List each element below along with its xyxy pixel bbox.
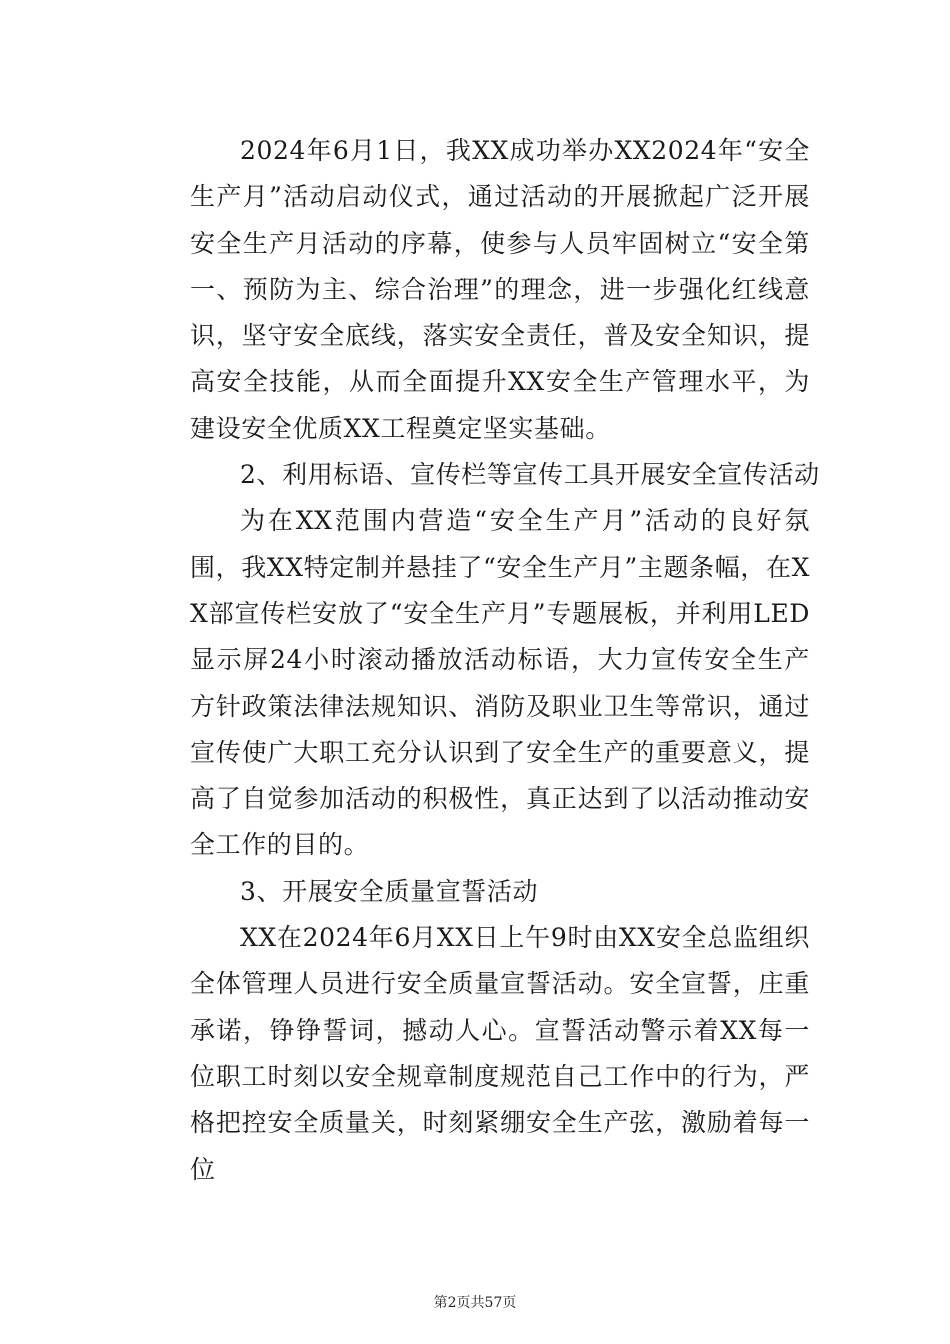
page-footer bbox=[0, 1294, 950, 1312]
paragraph-launch-ceremony: 2024年6月1日，我XX成功举办XX2024年“安全生产月”活动启动仪式，通过活动的开展掀起广泛开展安全生产月活动的序幕，使参与人员牢固树立“安全第一、预防为主、综合治理”的理念，进一步强化红线意识，坚守安全底线，落实安全责任，普及安全知识，提高安全技能，从而全面提升XX安全生产管理水平，为建设安全优质XX工程奠定坚实基础。 bbox=[190, 136, 810, 443]
paragraph-publicity: 为在XX范围内营造“安全生产月”活动的良好氛围，我XX特定制并悬挂了“安全生产月”主题条幅，在XX部宣传栏安放了“安全生产月”专题展板，并利用LED显示屏24小时滚动播放活动标语，大力宣传安全生产方针政策法律法规知识、消防及职业卫生等常识，通过宣传使广大职工充分认识到了安全生产的重要意义，提高了自觉参加活动的积极性，真正达到了以活动推动安全工作的目的。 bbox=[190, 506, 810, 860]
section-heading-publicity: 2、利用标语、宣传栏等宣传工具开展安全宣传活动 bbox=[240, 460, 820, 490]
section-heading-oath: 3、开展安全质量宣誓活动 bbox=[240, 876, 539, 906]
document-body bbox=[190, 128, 820, 1193]
page-number-label: 第2页共57页 bbox=[433, 1295, 517, 1311]
paragraph-oath: XX在2024年6月XX日上午9时由XX安全总监组织全体管理人员进行安全质量宣誓活动。安全宣誓，庄重承诺，铮铮誓词，撼动人心。宣誓活动警示着XX每一位职工时刻以安全规章制度规范自己工作中的行为，严格把控安全质量关，时刻紧绷安全生产弦，激励着每一位 bbox=[190, 923, 810, 1184]
